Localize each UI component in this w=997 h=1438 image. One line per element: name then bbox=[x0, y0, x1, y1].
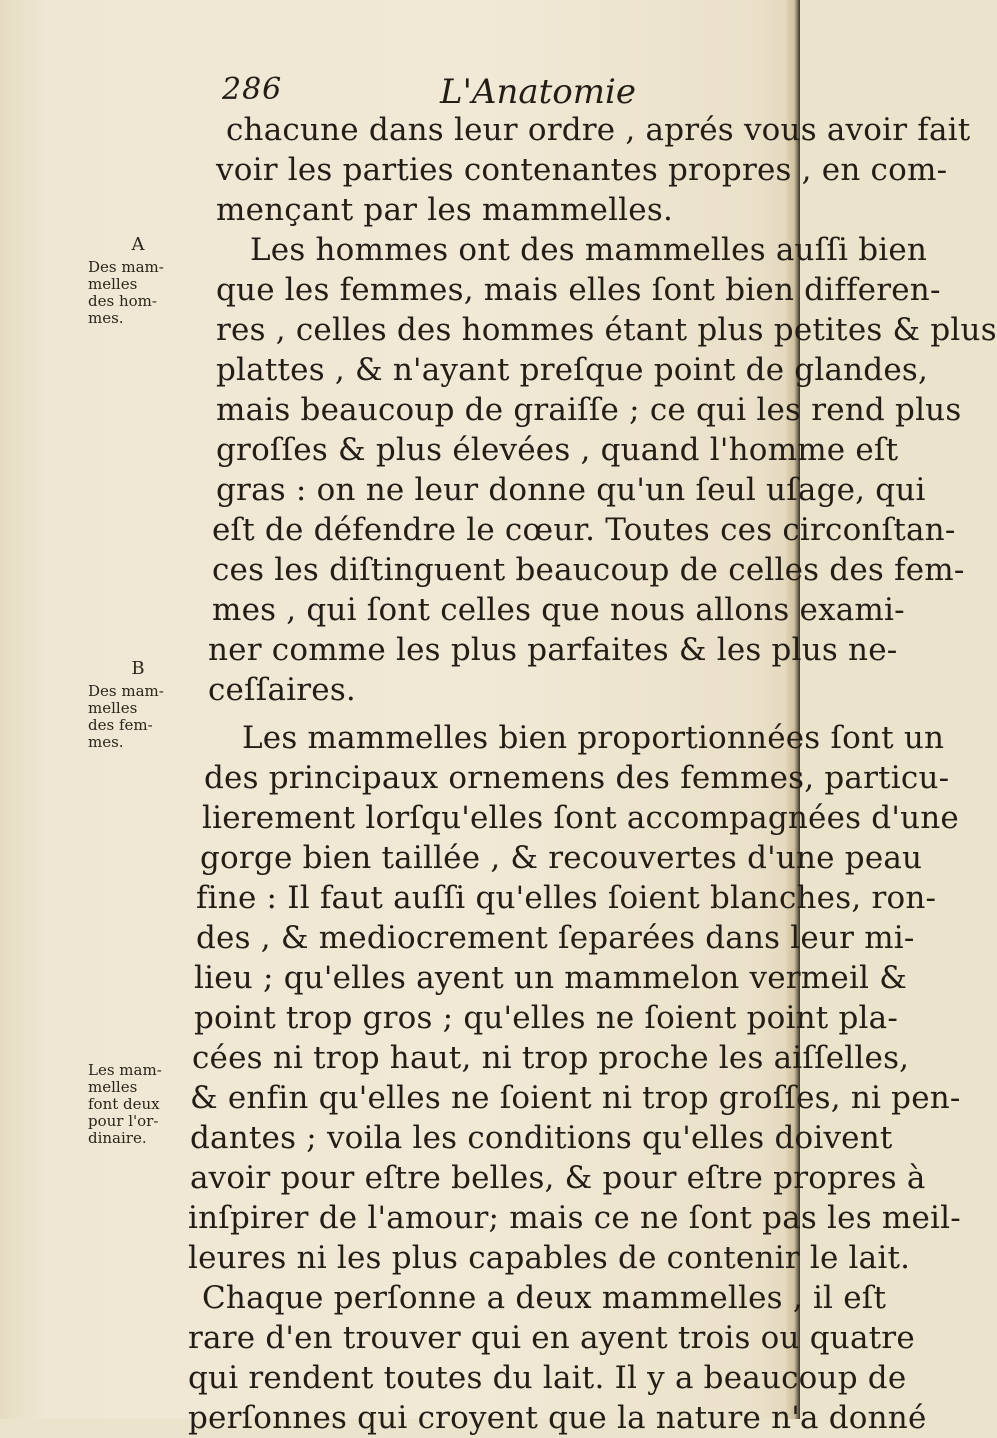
margin-note-a bbox=[88, 236, 188, 327]
margin-note-line: pour l'or- bbox=[88, 1112, 159, 1130]
text-line: voir les parties contenantes propres , en com- bbox=[216, 152, 948, 188]
margin-note-letter: A bbox=[131, 234, 145, 255]
text-line: cées ni trop haut, ni trop proche les aiſſelles, bbox=[192, 1040, 910, 1076]
text-line: gras : on ne leur donne qu'un ſeul uſage, qui bbox=[216, 472, 926, 508]
text-line: que les femmes, mais elles ſont bien differen- bbox=[216, 272, 941, 308]
margin-note-c bbox=[88, 1062, 188, 1147]
text-line: fine : Il faut auſſi qu'elles ſoient blanches, ron- bbox=[196, 880, 937, 916]
margin-note-line: Les mam- bbox=[88, 1061, 162, 1079]
text-line: avoir pour eſtre belles, & pour eſtre propres à bbox=[190, 1160, 926, 1196]
margin-note-line: melles bbox=[88, 699, 138, 717]
text-line: Les hommes ont des mammelles auſſi bien bbox=[250, 232, 928, 268]
margin-note-line: des fem- bbox=[88, 716, 153, 734]
margin-note-line: font deux bbox=[88, 1095, 160, 1113]
text-line: lieu ; qu'elles ayent un mammelon vermeil & bbox=[194, 960, 908, 996]
text-line: plattes , & n'ayant preſque point de glandes, bbox=[216, 352, 929, 388]
text-line: groſſes & plus élevées , quand l'homme eſt bbox=[216, 432, 899, 468]
main-text bbox=[188, 110, 997, 1438]
text-line: rare d'en trouver qui en ayent trois ou quatre bbox=[188, 1320, 915, 1356]
text-line: inſpirer de l'amour; mais ce ne ſont pas les meil- bbox=[188, 1200, 961, 1236]
text-line: & enfin qu'elles ne ſoient ni trop groſſes, ni pen- bbox=[190, 1080, 961, 1116]
text-line: ces les diſtinguent beaucoup de celles des fem- bbox=[212, 552, 965, 588]
margin-note-line: dinaire. bbox=[88, 1129, 147, 1147]
margin-note-line: melles bbox=[88, 275, 138, 293]
text-line: chacune dans leur ordre , aprés vous avoir fait bbox=[226, 112, 971, 148]
margin-note-line: mes. bbox=[88, 309, 124, 327]
text-line: res , celles des hommes étant plus petites & plus bbox=[216, 312, 997, 348]
text-line: mes , qui ſont celles que nous allons exami- bbox=[212, 592, 905, 628]
text-line: qui rendent toutes du lait. Il y a beaucoup de bbox=[188, 1360, 907, 1396]
margin-note-letter: B bbox=[131, 658, 145, 679]
text-line: ceſſaires. bbox=[208, 672, 356, 708]
text-line: Chaque perſonne a deux mammelles , il eſt bbox=[202, 1280, 887, 1316]
margin-note-line: Des mam- bbox=[88, 258, 164, 276]
text-line: point trop gros ; qu'elles ne ſoient point pla- bbox=[194, 1000, 898, 1036]
margin-note-line: Des mam- bbox=[88, 682, 164, 700]
text-line: leures ni les plus capables de contenir le lait. bbox=[188, 1240, 911, 1276]
margin-note-b bbox=[88, 660, 188, 751]
text-line: gorge bien taillée , & recouvertes d'une peau bbox=[200, 840, 923, 876]
text-line: mais beaucoup de graiſſe ; ce qui les rend plus bbox=[216, 392, 962, 428]
margin-note-line: mes. bbox=[88, 733, 124, 751]
text-line: ner comme les plus parfaites & les plus ne- bbox=[208, 632, 898, 668]
text-line: lierement lorſqu'elles ſont accompagnées d'une bbox=[202, 800, 959, 836]
margin-note-line: melles bbox=[88, 1078, 138, 1096]
running-title: L'Anatomie bbox=[440, 72, 637, 112]
text-line: eſt de défendre le cœur. Toutes ces circonſtan- bbox=[212, 512, 956, 548]
text-line: perſonnes qui croyent que la nature n'a donné bbox=[188, 1400, 927, 1436]
margin-note-line: des hom- bbox=[88, 292, 157, 310]
text-line: des principaux ornemens des femmes, particu- bbox=[204, 760, 950, 796]
text-line: mençant par les mammelles. bbox=[216, 192, 674, 228]
text-line: des , & mediocrement ſeparées dans leur mi- bbox=[196, 920, 915, 956]
page-number: 286 bbox=[222, 72, 283, 107]
text-line: Les mammelles bien proportionnées ſont un bbox=[242, 720, 945, 756]
text-line: dantes ; voila les conditions qu'elles doivent bbox=[190, 1120, 893, 1156]
